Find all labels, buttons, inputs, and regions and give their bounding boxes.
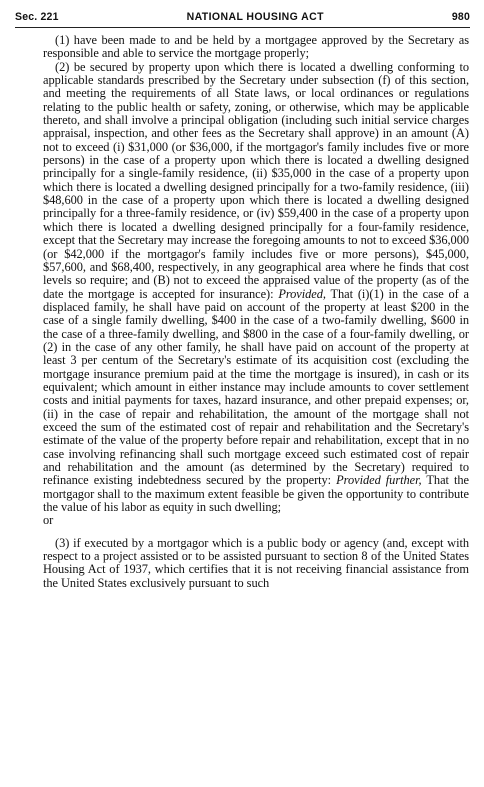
header-rule: [15, 27, 470, 28]
paragraph-2: [43, 61, 469, 515]
section-label: Sec. 221: [15, 10, 59, 24]
paragraph-2-text-2: That (i)(1) in the case of a displaced family, he shall have paid on account of the property at least $200 in the case of a single family dwelling, $400 in the case of a two-family dwelling, $600 in the case of a three-family dwelling, and $800 in the case of a four-family dwelling, or (2) in the case of any other family, he shall have paid on account of the property at least 3 per centum of the Secretary's estimate of its acquisition cost (excluding the mortgage insurance premium paid at the time the mortgage is insured), in cash or its equivalent; which amount in either instance may include amounts to cover settlement costs and initial payments for taxes, hazard insurance, and other prepaid expenses; or, (ii) in the case of repair and rehabilitation, the amount of the mortgage shall not exceed the sum of the estimated cost of repair and rehabilitation and the Secretary's estimate of the value of the property before repair and rehabilitation, except that in no case involving refinancing shall such mortgage exceed such estimated cost of repair and rehabilitation and the amount (as determined by the Secretary) required to refinance existing indebtedness secured by the property:: [43, 286, 469, 488]
body-text: [15, 34, 470, 590]
page-number: 980: [451, 10, 470, 24]
provided-further-italic: Provided further,: [336, 473, 422, 488]
paragraph-3: (3) if executed by a mortgagor which is a public body or agency (and, except with respect to a project assisted or to be assisted pursuant to section 8 of the United States Housing Act of 1937, which certifies that it is not receiving financial assistance from the United States exclusively pursuant to such: [43, 535, 469, 590]
paragraph-1: (1) have been made to and be held by a mortgagee approved by the Secretary as responsible and able to service the mortgage properly;: [43, 33, 469, 61]
paragraph-2-trailing: or: [43, 513, 54, 528]
running-header: [15, 9, 470, 26]
paragraph-2-text-1: (2) be secured by property upon which there is located a dwelling conforming to applicable standards prescribed by the Secretary under subsection (f) of this section, and meeting the requirements of all State laws, or local ordinances or regulations relating to the public health or safety, zoning, or otherwise, which may be applicable thereto, and shall involve a principal obligation (including such initial service charges appraisal, inspection, and other fees as the Secretary shall approve) in an amount (A) not to exceed (i) $31,000 (or $36,000, if the mortgagor's family includes five or more persons) in the case of a property upon which there is located a dwelling designed principally for a single-family residence, (ii) $35,000 in the case of a property upon which there is located a dwelling designed principally for a two-family residence, (iii) $48,600 in the case of a property upon which there is located a dwelling designed principally for a three-family residence, or (iv) $59,400 in the case of a property upon which there is located a dwelling designed principally for a four-family residence, except that the Secretary may increase the foregoing amounts to not to exceed $36,000 (or $42,000 if the mortgagor's family includes five or more persons), $45,000, $57,600, and $68,400, respectively, in any geographical area where he finds that cost levels so require; and (B) not to exceed the appraised value of the property (as of the date the mortgage is accepted for insurance):: [43, 59, 469, 301]
act-title: NATIONAL HOUSING ACT: [186, 10, 324, 24]
provided-italic: Provided,: [278, 286, 326, 301]
paragraph-2-text-3: That the mortgagor shall to the maximum extent feasible be given the opportunity to contribute the value of his labor as equity in such dwelling;: [43, 473, 469, 515]
